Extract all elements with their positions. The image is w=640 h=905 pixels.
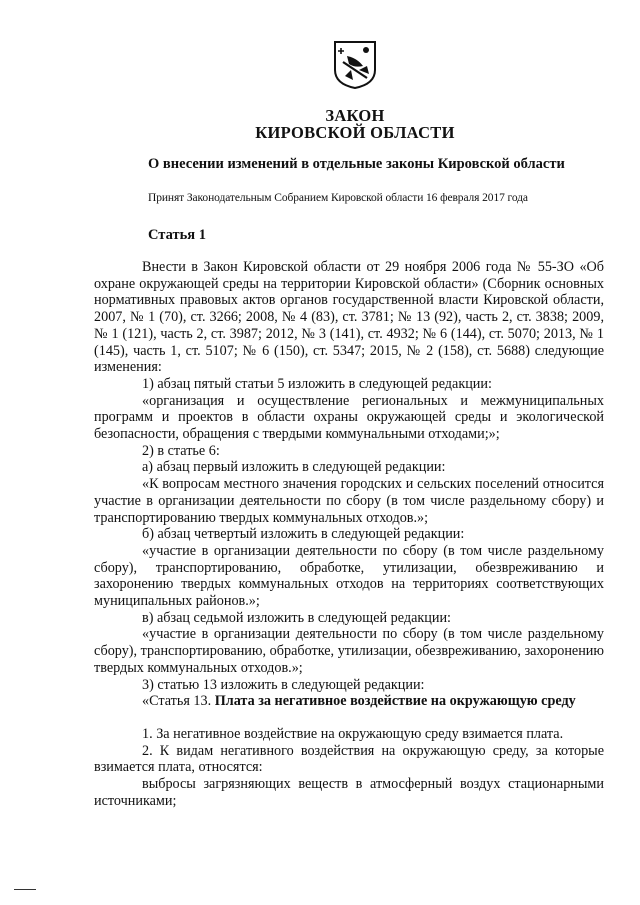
point-1: 1. За негативное воздействие на окружающую среду взимается плата.	[142, 725, 564, 742]
article-13-title: Плата за негативное воздействие на окружающую среду	[214, 693, 576, 710]
item-2: 2) в статье 6:	[142, 442, 220, 459]
adoption-note: Принят Законодательным Собранием Кировской области 16 февраля 2017 года	[148, 192, 528, 204]
item-1: 1) абзац пятый статьи 5 изложить в следующей редакции:	[142, 375, 492, 392]
law-subtitle: О внесении изменений в отдельные законы Кировской области	[148, 156, 565, 172]
item-2c-text: «участие в организации деятельности по сбору (в том числе раздельному сбору), транспортированию, обработке, утилизации, обезвреживанию, захоронению твердых коммунальных отходов.»;	[94, 626, 604, 676]
item-2b: б) абзац четвертый изложить в следующей редакции:	[142, 526, 465, 543]
item-2a-text: «К вопросам местного значения городских и сельских поселений относится участие в организации деятельности по сбору (в том числе раздельному сбору) и транспортированию твердых коммунальных отходов.»;	[94, 476, 604, 526]
intro-paragraph: Внести в Закон Кировской области от 29 ноября 2006 года № 55-ЗО «Об охране окружающей среды на территории Кировской области» (Сборник основных нормативных правовых актов органов государственной власти Кировской области, 2007, № 1 (70), ст. 3266; 2008, № 4 (83), ст. 3781; № 13 (92), часть 2, ст. 3838; 2009, № 1 (121), часть 2, ст. 3987; 2012, № 3 (141), ст. 4932; № 6 (144), ст. 5070; 2013, № 1 (145), часть 1, ст. 5107; № 6 (150), ст. 5347; 2015, № 2 (158), ст. 5688) следующие изменения:	[94, 259, 604, 376]
point-2: 2. К видам негативного воздействия на окружающую среду, за которые взимается плата, относятся:	[94, 742, 604, 776]
spacer	[94, 710, 604, 726]
item-1-text: «организация и осуществление региональных и межмуниципальных программ и проектов в области охраны окружающей среды и экологической безопасности, обращения с твердыми коммунальными отходами;»;	[94, 392, 604, 443]
footnote-rule	[14, 889, 36, 890]
article-heading: Статья 1	[148, 227, 206, 243]
point-2-text: выбросы загрязняющих веществ в атмосферный воздух стационарными источниками;	[94, 776, 604, 809]
article-13-heading	[94, 693, 604, 710]
article-body	[94, 259, 604, 810]
region-title: КИРОВСКОЙ ОБЛАСТИ	[255, 123, 455, 142]
article-13-prefix: «Статья 13.	[142, 693, 212, 710]
item-3: 3) статью 13 изложить в следующей редакции:	[142, 676, 425, 693]
item-2b-text: «участие в организации деятельности по сбору (в том числе раздельному сбору), транспортированию, обработке, утилизации, обезвреживанию и захоронению твердых коммунальных отходов на территориях соответствующих муниципальных районов.»;	[94, 542, 604, 610]
coat-of-arms-icon	[333, 40, 377, 90]
item-2a: а) абзац первый изложить в следующей редакции:	[142, 459, 446, 476]
item-2c: в) абзац седьмой изложить в следующей редакции:	[142, 609, 451, 626]
law-title: ЗАКОН	[325, 106, 385, 125]
